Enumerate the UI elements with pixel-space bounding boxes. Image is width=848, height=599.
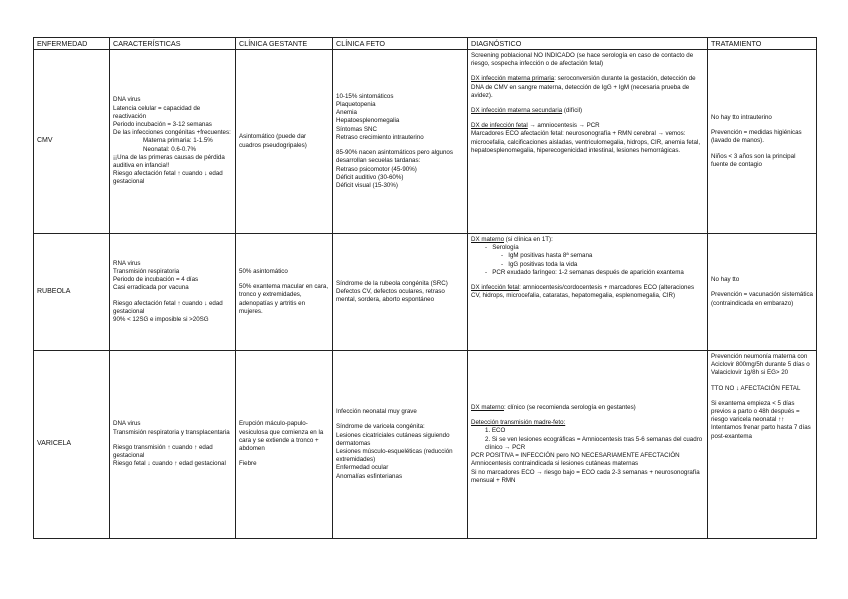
varicela-car-line: Riesgo fetal ↓ cuando ↑ edad gestacional [113, 460, 226, 468]
rubeola-dx-fetal-text: : amniocentesis/cordocentesis + marcadores ECO (alteraciones CV, hidrops, microcefalia, cataratas, hepatomegalia, esplenomegalia, CIR) [471, 284, 695, 300]
header-caracteristicas: CARACTERÍSTICAS [110, 38, 236, 50]
varicela-feto-line: Anomalías esfinterianas [336, 472, 403, 480]
cmv-feto-line: Síntomas SNC [336, 125, 377, 133]
rubeola-gestante [236, 234, 333, 351]
varicela-tratamiento [708, 351, 817, 539]
varicela-tto-line: Si exantema empieza < 5 días previos a parto o 48h después = riesgo varicela neonatal ↑↑ Intentamos frenar parto hasta 7 días post-exantema [711, 399, 811, 440]
rubeola-dx-igg-label: IgG positivas toda la vida [508, 260, 578, 268]
disease-table [33, 37, 817, 539]
rubeola-feto-line: Defectos CV, defectos oculares, retraso mental, sordera, aborto espontáneo [336, 287, 445, 304]
rubeola-dx-materno-text: (si clínica en 1T): [504, 236, 553, 243]
cmv-car-bullet: Neonatal: 0.6-0.7% [143, 145, 196, 153]
cmv-dx-secundaria [471, 107, 704, 115]
cmv-tratamiento [708, 50, 817, 234]
cmv-dx-primaria-text: : seroconversión durante la gestación, detección de DNA de CMV en sangre materna, detección de IgG + IgM (necesaria prueba de avidez). [471, 75, 696, 99]
varicela-dx-materno-text: : clínico (se recomienda serología en gestantes) [504, 404, 636, 412]
rubeola-car-line: Casi erradicada por vacuna [113, 284, 189, 292]
rubeola-feto-line: Síndrome de la rubeola congénita (SRC) [336, 279, 448, 287]
varicela-feto [333, 351, 468, 539]
varicela-dx-amnio: Amniocentesis contraindicada si lesiones cutáneas maternas [471, 460, 639, 468]
cmv-dx-marcadores: Marcadores ECO afectación fetal: neurosonografía + RMN cerebral → vemos: microcefalia, calcificaciones aisladas, ventriculomegalia, hidrops, CIR, anemia fetal, hepatoesplenomegalia, hiperecogenicidad intestinal, lesiones hemorrágicas. [471, 130, 701, 154]
disease-cmv: CMV [34, 50, 110, 234]
rubeola-tto-line: Prevención = vacunación sistemática (contraindicada en embarazo) [711, 291, 813, 307]
rubeola-caracteristicas [110, 234, 236, 351]
cmv-car-line: DNA virus [113, 96, 141, 104]
row-cmv [34, 50, 817, 234]
header-clinica-gestante: CLÍNICA GESTANTE [236, 38, 333, 50]
cmv-feto-line: Retraso psicomotor (45-90%) [336, 165, 417, 173]
header-clinica-feto: CLÍNICA FETO [333, 38, 468, 50]
cmv-dx-primaria-title: DX infección materna primaria [471, 75, 555, 83]
varicela-tto-line: Prevención neumonía materna con Aciclovir 800mg/5h durante 5 días o Valaciclovir 1g/8h si EG> 20 [711, 353, 810, 377]
cmv-feto [333, 50, 468, 234]
cmv-feto-line: 10-15% sintomáticos [336, 92, 394, 100]
rubeola-tto-line: No hay tto [711, 276, 740, 284]
cmv-gestante: Asintomático (puede dar cuadros pseudogripales) [236, 50, 333, 234]
varicela-dx-materno [471, 404, 704, 412]
rubeola-dx-fetal-title: DX infección fetal [471, 284, 520, 292]
cmv-dx-screening: Screening poblacional NO INDICADO (se hace serología en caso de contacto de riesgo, sospecha infección o de afectación fetal) [471, 52, 694, 68]
varicela-feto-line: Lesiones cicatriciales cutáneas siguiendo dermatomas [336, 431, 450, 447]
cmv-dx-primaria [471, 75, 704, 100]
cmv-feto-line: Hepatoesplenomegalia [336, 117, 400, 125]
rubeola-dx-igm: - IgM positivas hasta 8ª semana [501, 252, 593, 260]
varicela-car-line: DNA virus [113, 420, 141, 428]
cmv-dx-fetal [471, 122, 704, 130]
varicela-dx-transmision-title: Detección transmisión madre-feto: [471, 419, 566, 427]
rubeola-car-line: RNA virus [113, 259, 141, 267]
varicela-diagnostico [468, 351, 708, 539]
varicela-dx-pcr: PCR POSITIVA = INFECCIÓN pero NO NECESARIAMENTE AFECTACIÓN [471, 452, 680, 460]
rubeola-gest-line: 50% asintomático [239, 267, 288, 275]
rubeola-dx-fetal [471, 284, 704, 300]
rubeola-feto [333, 234, 468, 351]
varicela-gestante [236, 351, 333, 539]
rubeola-dx-materno [471, 236, 704, 244]
row-rubeola [34, 234, 817, 351]
cmv-feto-line: Retraso crecimiento intrauterino [336, 133, 424, 141]
varicela-car-line: Transmisión respiratoria y transplacentaria [113, 428, 230, 436]
rubeola-dx-materno-title: DX materno [471, 236, 505, 243]
cmv-caracteristicas [110, 50, 236, 234]
rubeola-diagnostico [468, 234, 708, 351]
disease-varicela: VARICELA [34, 351, 110, 539]
varicela-dx-item: 1. ECO [485, 427, 506, 435]
cmv-tto-line: Prevención = medidas higiénicas (lavado de manos). [711, 129, 802, 145]
header-diagnostico: DIAGNÓSTICO [468, 38, 708, 50]
rubeola-dx-igm-label: IgM positivas hasta 8ª semana [508, 252, 593, 260]
rubeola-car-line: Riesgo afectación fetal ↑ cuando ↓ edad gestacional [113, 299, 223, 315]
varicela-feto-line: Síndrome de varicela congénita: [336, 423, 425, 431]
cmv-dx-secundaria-title: DX infección materna secundaria [471, 107, 563, 115]
disease-rubeola: RUBEOLA [34, 234, 110, 351]
cmv-dx-secundaria-text: (difícil) [562, 107, 583, 115]
rubeola-tratamiento [708, 234, 817, 351]
cmv-car-line: De las infecciones congénitas +frecuentes: [113, 129, 231, 137]
rubeola-dx-serologia: - Serología [485, 244, 519, 252]
cmv-dx-fetal-text: → amniocentesis → PCR [527, 122, 600, 130]
varicela-car-line: Riesgo transmisión ↑ cuando ↑ edad gestacional [113, 443, 213, 460]
header-tratamiento: TRATAMIENTO [708, 38, 817, 50]
rubeola-dx-pcr-label: PCR exudado faríngeo: 1-2 semanas después de aparición exantema [492, 268, 684, 276]
cmv-feto-line: Anemia [336, 109, 357, 117]
varicela-dx-item: 2. Si se ven lesiones ecográficas = Amniocentesis tras 5-6 semanas del cuadro clínico → PCR [485, 435, 703, 451]
cmv-feto-line: Déficit visual (15-30%) [336, 181, 398, 189]
varicela-gest-line: Fiebre [239, 460, 257, 468]
cmv-car-line: ¡¡Una de las primeras causas de pérdida auditiva en infancia!! [113, 153, 225, 169]
header-row [34, 38, 817, 50]
rubeola-dx-igg: - IgG positivas toda la vida [501, 260, 578, 268]
cmv-car-line: Latencia celular = capacidad de reactivación [113, 104, 201, 120]
varicela-dx-eco: Si no marcadores ECO → riesgo bajo = ECO cada 2-3 semanas + neurosonografía mensual + RMN [471, 468, 700, 484]
varicela-feto-line: Infección neonatal muy grave [336, 408, 417, 416]
cmv-tto-line: No hay tto intrauterino [711, 113, 772, 121]
varicela-tto-line: TTO NO ↓ AFECTACIÓN FETAL [711, 384, 801, 392]
cmv-diagnostico [468, 50, 708, 234]
rubeola-dx-serologia-label: Serología [492, 244, 519, 252]
cmv-tto-line: Niños < 3 años son la principal fuente de contagio [711, 152, 796, 168]
varicela-feto-line: Enfermedad ocular [336, 464, 389, 472]
header-enfermedad: ENFERMEDAD [34, 38, 110, 50]
cmv-feto-line: 85-90% nacen asintomáticos pero algunos desarrollan secuelas tardanas: [336, 149, 453, 165]
rubeola-car-line: Transmisión respiratoria [113, 267, 180, 275]
varicela-gest-line: Erupción máculo-papulo-vesiculosa que comienza en la cara y se extiende a tronco + abdomen [239, 420, 324, 453]
cmv-feto-line: Déficit auditivo (30-60%) [336, 173, 404, 181]
rubeola-car-line: Periodo de incubación = 4 días [113, 276, 199, 284]
cmv-car-bullet: Materna primaria: 1-1.5% [143, 137, 213, 145]
cmv-feto-line: Plaquetopenia [336, 101, 376, 109]
cmv-dx-fetal-title: DX de infección fetal [471, 122, 528, 130]
varicela-feto-line: Lesiones músculo-esqueléticas (reducción extremidades) [336, 448, 453, 464]
cmv-car-line: Riesgo afectación fetal ↑ cuando ↓ edad gestacional [113, 170, 223, 186]
varicela-dx-materno-title: DX materno [471, 404, 505, 412]
rubeola-dx-pcr: - PCR exudado faríngeo: 1-2 semanas después de aparición exantema [485, 268, 684, 276]
rubeola-gest-line: 50% exantema macular en cara, tronco y extremidades, adenopatías y artritis en mujeres. [239, 283, 329, 315]
row-varicela [34, 351, 817, 539]
varicela-caracteristicas [110, 351, 236, 539]
cmv-car-line: Periodo incubación = 3-12 semanas [113, 120, 212, 128]
rubeola-car-line: 90% < 12SG e imposible si >20SG [113, 316, 209, 323]
